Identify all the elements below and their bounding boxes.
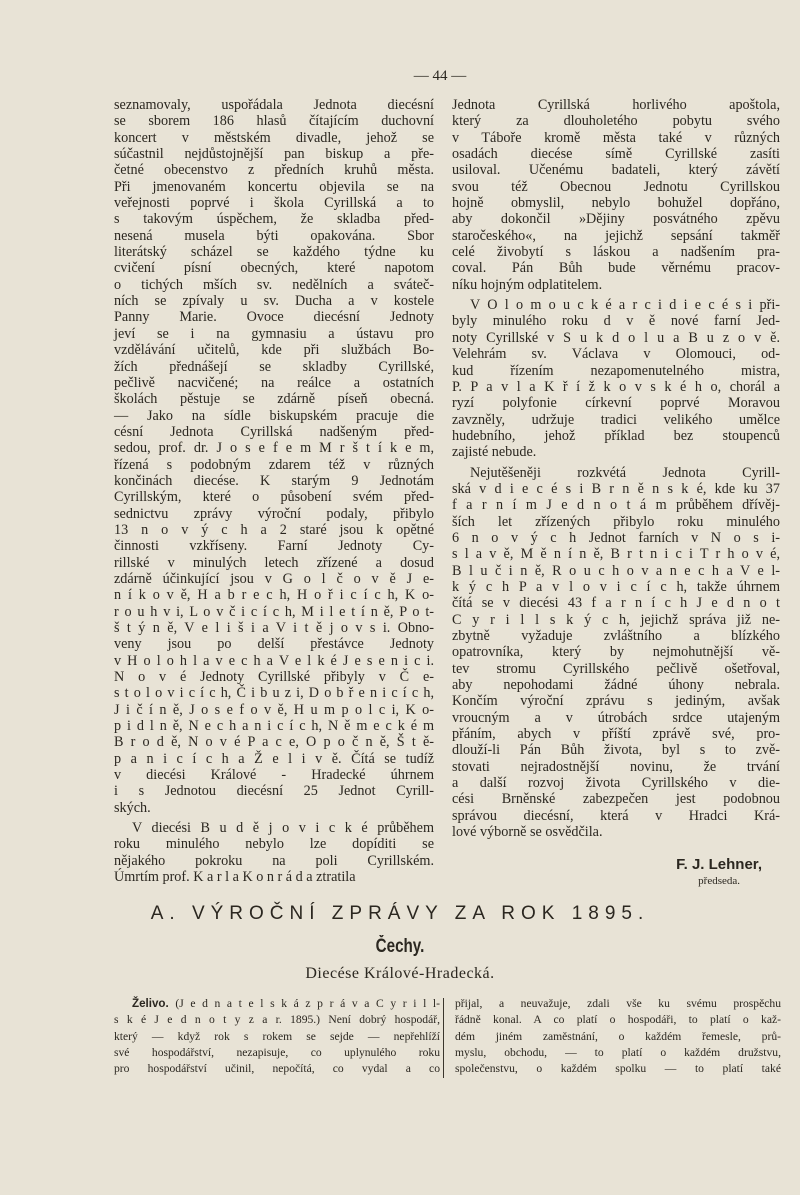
text-line: zbytně vyžaduje zvláštního a blízkého bbox=[452, 628, 780, 644]
text-line: Končím výroční zprávu s jediným, avšak bbox=[452, 693, 780, 710]
text-line: dlouží-li Pán Bůh života, byl s to zvě- bbox=[452, 742, 780, 759]
text-line: V O l o m o u c k é a r c i d i e c é s i při- bbox=[470, 297, 780, 314]
text-line: lové výborně se osvědčila. bbox=[452, 824, 603, 841]
right-text-column bbox=[452, 97, 780, 844]
signature-name: F. J. Lehner, bbox=[676, 856, 762, 873]
paragraph bbox=[114, 820, 434, 885]
text-line: v diecési Králové - Hradecké úhrnem bbox=[114, 767, 434, 784]
text-line: hudebního, jehož příklad bez stoupenců bbox=[452, 427, 780, 444]
text-line: v H o l o h l a v e c h a V e l k é J e s e n i c i. bbox=[114, 652, 434, 669]
text-line: Při jmenovaném koncertu objevila se na bbox=[114, 178, 434, 195]
text-line: nesená musela býti opakována. Sbor bbox=[114, 227, 434, 244]
text-line: činnosti vzkříseny. Farní Jednoty Cy- bbox=[114, 538, 434, 555]
text-line: C y r i l l s k ý c h, jejichž správa již ne- bbox=[452, 611, 780, 628]
text-line: čítá se v diecési 43 f a r n í c h J e d n o t bbox=[452, 595, 780, 612]
text-line: opatrovníka, který by nejmohutnější vě- bbox=[452, 644, 780, 661]
text-line: noty Cyrillské v S u k d o l u a B u z o v ě. bbox=[452, 329, 780, 346]
text-line: seznamovaly, uspořádala Jednota diecésní bbox=[114, 97, 434, 113]
text-line: — Jako na sídle biskupském pracuje die bbox=[114, 407, 434, 424]
text-line: B r o d ě, N o v é P a c e, O p o č n ě, Š t ě- bbox=[114, 734, 434, 751]
text-line: pečlivě nacvičené; na reálce a ostatních bbox=[114, 374, 434, 391]
text-line: žích přednášejí se skladby Cyrillské, bbox=[114, 358, 434, 375]
text-line: usiloval. Učenému badateli, který závětí bbox=[452, 162, 780, 179]
page-number: — 44 — bbox=[413, 68, 467, 84]
text-line: Úmrtím prof. K a r l a K o n r á d a ztratila bbox=[114, 869, 356, 886]
text-line: níku hojným odplatitelem. bbox=[452, 276, 603, 293]
text-line: literátský scházel se každého týdne ku bbox=[114, 244, 434, 261]
text-line: řádně konal. A co platí o hospodáři, to platí o kaž- bbox=[455, 1013, 781, 1027]
text-line: stovati nejradostnější novinu, že trvání bbox=[452, 758, 780, 775]
text-line bbox=[114, 996, 440, 1012]
signature-block bbox=[452, 856, 780, 887]
left-text-column bbox=[114, 97, 434, 890]
text-line: coval. Pán Bůh bude věrnému pracov- bbox=[452, 260, 780, 277]
text-line: své hospodářství, nezapisuje, co uplynulého roku bbox=[114, 1046, 440, 1060]
text-line: p i d l n ě, N e c h a n i c í c h, N ě m e c k é m bbox=[114, 718, 434, 735]
text-line: vzdělávání učitelů, kde při službách Bo- bbox=[114, 342, 434, 359]
bottom-right-column bbox=[455, 996, 781, 1078]
text-line: rillské v minulých letech zřízené a dosud bbox=[114, 554, 434, 571]
text-line: v Táboře kromě města také v různých bbox=[452, 129, 780, 146]
text-line: veřejnosti poprvé i škola Cyrillská a to bbox=[114, 195, 434, 212]
paragraph bbox=[452, 97, 780, 293]
text-line: zdárně účinkující jsou v G o l č o v ě J e- bbox=[114, 570, 434, 587]
signature-role: předseda. bbox=[698, 875, 740, 887]
text-line: nějakého pokroku na poli Cyrillském. bbox=[114, 852, 434, 869]
text-line: staročeského«, na jejichž sepsání takměř bbox=[452, 227, 780, 244]
text-line: cési Brněnské zabezpečen jest podobnou bbox=[452, 791, 780, 808]
text-line: který — když rok s rokem se sejde — nepřehlíží bbox=[114, 1029, 440, 1043]
text-line: svou též Obecnou Jednotu Cyrillskou bbox=[452, 178, 780, 195]
text-line: V diecési B u d ě j o v i c k é průběhem bbox=[132, 820, 434, 837]
text-line: s takovým úspěchem, že skladba před- bbox=[114, 211, 434, 228]
text-line: Velehrám sv. Václava v Olomouci, od- bbox=[452, 346, 780, 363]
paragraph bbox=[114, 97, 434, 816]
text-fragment: (J e d n a t e l s k á z p r á v a C y r i l l- bbox=[168, 997, 440, 1010]
text-line: aby dokončil »Dějiny posvátného zpěvu bbox=[452, 211, 780, 228]
text-line: dém jiném zaměstnání, o každém řemesle, prů- bbox=[455, 1029, 781, 1043]
text-line: kud řízením nezapomenutelného mistra, bbox=[452, 362, 780, 379]
section-title: A. VÝROČNÍ ZPRÁVY ZA ROK 1895. bbox=[150, 903, 650, 924]
text-line: vroucným a v útrobách srdce utajeným bbox=[452, 709, 780, 726]
text-line: roku minulého nebylo lze dopíditi se bbox=[114, 836, 434, 853]
paragraph bbox=[452, 465, 780, 841]
text-line: ských. bbox=[114, 799, 151, 816]
text-line: f a r n í m J e d n o t á m průběhem dřívěj- bbox=[452, 497, 780, 514]
entry-lead: Želivo. bbox=[132, 997, 169, 1010]
text-line: myslu, obchodu, — to platí o každém družstvu, bbox=[455, 1046, 781, 1060]
text-line: veny jsou po delší přestávce Jednoty bbox=[114, 636, 434, 653]
text-line: pro hospodářství učinil, nepočítá, co vydal a co bbox=[114, 1062, 440, 1076]
text-line: tev stromu Cyrillského pečlivě ošetřoval, bbox=[452, 660, 780, 677]
text-line: 13 n o v ý c h a 2 staré jsou k opětné bbox=[114, 521, 434, 538]
text-line: k ý c h P a v l o v i c í c h, takže úhrnem bbox=[452, 578, 780, 595]
text-line: se sborem 186 hlasů čítajícím duchovní bbox=[114, 113, 434, 130]
text-line: ryzí polyfonie církevní poprvé Moravou bbox=[452, 395, 780, 412]
text-line: sedou, prof. dr. J o s e f e m M r š t í k e m, bbox=[114, 440, 434, 457]
text-line: r o u h v i, L o v č i c í c h, M i l e t í n ě, P o t- bbox=[114, 603, 434, 620]
text-line: N o v é Jednoty Cyrillské přibyly v Č e- bbox=[114, 669, 434, 686]
text-line: aby nepohodami žádné úhony nebrala. bbox=[452, 677, 780, 694]
diocese-heading: Diecése Králové-Hradecká. bbox=[305, 965, 495, 982]
text-line: i s Jednotou diecésní 25 Jednot Cyrill- bbox=[114, 783, 434, 800]
text-line: jeví se i na gymnasiu a ústavu pro bbox=[114, 325, 434, 342]
text-line: sednictvu zprávy výroční podaly, přibylo bbox=[114, 505, 434, 522]
text-line: ších let zřízených přibylo roku minulého bbox=[452, 513, 780, 530]
text-line: P. P a v l a K ř í ž k o v s k é h o, chorál a bbox=[452, 378, 780, 395]
text-line: ská v d i e c é s i B r n ě n s k é, kde ku 37 bbox=[452, 480, 780, 497]
text-line: zajisté nebude. bbox=[452, 444, 537, 461]
text-line: s l a v ě, M ě n í n ě, B r t n i c i T r h o v é, bbox=[452, 546, 780, 563]
text-line: J i č í n ě, J o s e f o v ě, H u m p o l c i, K o- bbox=[114, 701, 434, 718]
text-line: který za dlouholetého pobytu svého bbox=[452, 113, 780, 130]
text-line: B l u č i n ě, R o u c h o v a n e c h a V e l- bbox=[452, 562, 780, 579]
text-line: 6 n o v ý c h Jednot farních v N o s i- bbox=[452, 529, 780, 546]
text-line: š t ý n ě, V e l i š i a V i t ě j o v s i. Obno- bbox=[114, 620, 434, 636]
paragraph bbox=[452, 297, 780, 460]
text-line: přijal, a neuvažuje, zdali vše ku svému prospěchu bbox=[455, 997, 781, 1010]
text-line: koncert v městském divadle, jehož se bbox=[114, 129, 434, 146]
text-line: a další rozvoj života Cyrillského v die- bbox=[452, 775, 780, 792]
text-line: končinách diecése. K starým 9 Jednotám bbox=[114, 472, 434, 489]
text-line: p a n i c í c h a Ž e l i v ě. Čítá se tudíž bbox=[114, 750, 434, 767]
text-line: súčastnil nejdůstojnější pan biskup a pře- bbox=[114, 146, 434, 163]
text-line: hojně obmyslil, nebylo bohužel dopřáno, bbox=[452, 195, 780, 212]
text-line: n í k o v ě, H a b r e c h, H o ř i c í c h, K o- bbox=[114, 587, 434, 604]
text-line: s k é J e d n o t y z a r. 1895.) Není dobrý hospodář, bbox=[114, 1013, 440, 1027]
text-line: zavzněly, udržuje tradici velikého umělce bbox=[452, 411, 780, 428]
text-line: správou diecésní, která v Hradci Krá- bbox=[452, 807, 780, 824]
text-line: společenstvu, o každém spolku — to platí také bbox=[455, 1062, 781, 1076]
text-line: školách pěstuje se zdárně píseň obecná. bbox=[114, 391, 434, 408]
text-line: o tichých mších sv. nedělních a sváteč- bbox=[114, 276, 434, 293]
text-line: Panny Marie. Ovoce diecésní Jednoty bbox=[114, 309, 434, 326]
text-line: byly minulého roku d v ě nové farní Jed- bbox=[452, 313, 780, 330]
text-line: ních se zpívaly u sv. Ducha a v kostele bbox=[114, 293, 434, 310]
text-line: Jednota Cyrillská horlivého apoštola, bbox=[452, 97, 780, 113]
text-line: četné obecenstvo z předních kruhů města. bbox=[114, 162, 434, 179]
column-divider bbox=[443, 998, 444, 1078]
text-line: Cyrillským, které o působení svém před- bbox=[114, 489, 434, 506]
text-line: řízená s podobným zdarem též v různých bbox=[114, 456, 434, 473]
text-line: přáním, abych v příští zprávě své, pro- bbox=[452, 726, 780, 743]
bottom-left-column bbox=[114, 996, 440, 1078]
text-line: celé živobytí s láskou a nadšením pra- bbox=[452, 244, 780, 261]
text-line: s t o l o v i c í c h, Č i b u z i, D o b ř e n i c í c h, bbox=[114, 685, 434, 702]
text-line: césní Jednota Cyrillská nadšeným před- bbox=[114, 423, 434, 440]
text-line: Nejutěšeněji rozkvétá Jednota Cyrill- bbox=[470, 464, 780, 481]
text-line: osadách diecése símě Cyrillské zasíti bbox=[452, 146, 780, 163]
section-subtitle: Čechy. bbox=[375, 936, 425, 957]
text-line: cvičení písní obecných, které napotom bbox=[114, 260, 434, 277]
